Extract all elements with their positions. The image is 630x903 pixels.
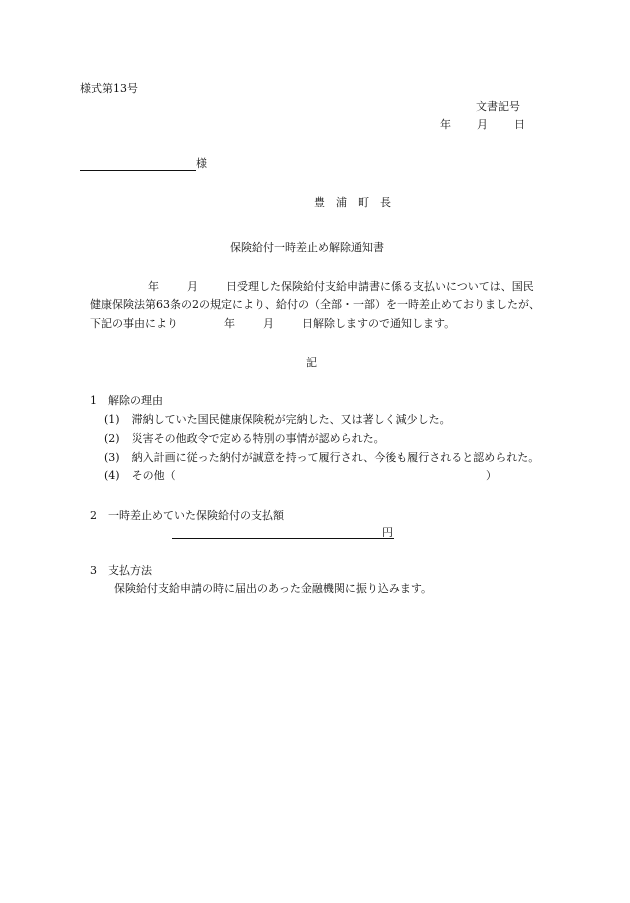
other-reason-close: ）	[486, 469, 497, 482]
payment-method-text: 保険給付支給申請の時に届出のあった金融機関に振り込みます。	[114, 582, 433, 595]
reason-item: (1) 滞納していた国民健康保険税が完納した、又は著しく減少した。	[104, 413, 451, 426]
received-year: 年	[148, 280, 159, 293]
reason-number: (4)	[104, 469, 120, 482]
reason-item: (4) その他（	[104, 469, 176, 482]
currency-yen: 円	[382, 526, 393, 539]
reason-number: (3)	[104, 451, 120, 464]
date-month: 月	[477, 118, 488, 131]
document-title: 保険給付一時差止め解除通知書	[230, 241, 384, 254]
body-line-2: 健康保険法第63条の2の規定により、給付の（全部・一部）を一時差止めておりましたが、	[90, 298, 540, 311]
addressee-name-line[interactable]	[80, 170, 196, 171]
release-month: 月	[263, 317, 274, 330]
document-number-label: 文書記号	[476, 100, 520, 113]
reason-number: (2)	[104, 432, 120, 445]
release-year: 年	[224, 317, 235, 330]
section-2-heading: 2 一時差止めていた保険給付の支払額	[90, 509, 284, 522]
date-line	[440, 118, 525, 132]
received-month: 月	[187, 280, 198, 293]
date-day: 日	[514, 118, 525, 131]
issuer: 豊 浦 町 長	[314, 196, 391, 209]
reason-number: (1)	[104, 413, 120, 426]
body-line-3: 下記の事由により 年 月 日解除しますので通知します。	[90, 317, 456, 330]
form-number: 様式第13号	[80, 82, 138, 95]
reason-item: (3) 納入計画に従った納付が誠意を持って履行され、今後も履行されると認められた。	[104, 451, 540, 464]
body-line-1: 年 月 日受理した保険給付支給申請書に係る支払いについては、国民	[148, 280, 534, 293]
section-1-heading: 1 解除の理由	[90, 394, 163, 407]
date-year: 年	[440, 118, 451, 131]
section-3-heading: 3 支払方法	[90, 564, 152, 577]
ki-heading: 記	[306, 356, 317, 369]
addressee-suffix: 様	[196, 157, 207, 170]
payment-amount-line[interactable]	[172, 538, 394, 539]
reason-item: (2) 災害その他政令で定める特別の事情が認められた。	[104, 432, 385, 445]
